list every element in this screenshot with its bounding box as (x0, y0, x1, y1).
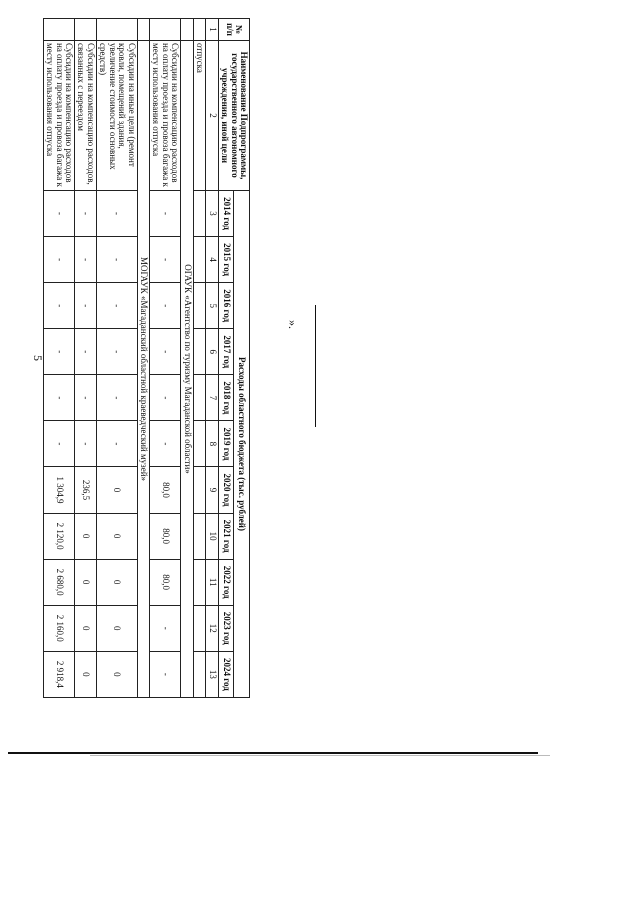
row-value: - (150, 605, 181, 651)
year-header: 2021 год (218, 513, 234, 559)
col-name-header: Наименование Подпрограммы, государственного автономного учреждения, иной цели (218, 41, 249, 191)
closing-mark: ». (286, 320, 300, 329)
year-header: 2023 год (218, 605, 234, 651)
table-row (75, 19, 97, 698)
row-value: 236,5 (75, 467, 97, 513)
row-value: - (150, 237, 181, 283)
section-row (137, 19, 149, 698)
row-value: - (43, 237, 74, 283)
row-value: 80,0 (150, 467, 181, 513)
row-value: - (75, 329, 97, 375)
row-value: 2 120,0 (43, 513, 74, 559)
table-row (193, 19, 205, 698)
row-num (193, 19, 205, 41)
budget-table (43, 18, 250, 698)
row-value: 0 (96, 513, 137, 559)
row-value: - (96, 283, 137, 329)
row-value (193, 513, 205, 559)
table-row (96, 19, 137, 698)
row-value: 0 (75, 559, 97, 605)
row-value: 0 (75, 605, 97, 651)
year-header: 2016 год (218, 283, 234, 329)
budget-header: Расходы областного бюджета (тыс. рублей) (234, 191, 250, 698)
row-value: 2 680,0 (43, 559, 74, 605)
signature-line (315, 305, 316, 427)
col-num-header: № п/п (218, 19, 249, 41)
row-value (193, 375, 205, 421)
year-header: 2017 год (218, 329, 234, 375)
column-number: 9 (206, 467, 218, 513)
row-value (193, 283, 205, 329)
section-num (137, 19, 149, 41)
row-value: - (75, 191, 97, 237)
row-name: Субсидии на иные цели (ремонт кровли, помещений здания, увеличение стоимости основных средств) (96, 41, 137, 191)
row-name: Субсидии на компенсацию расходов на оплату проезда и провоза багажа к месту использования отпуска (150, 41, 181, 191)
year-header: 2020 год (218, 467, 234, 513)
row-value: 80,0 (150, 513, 181, 559)
row-value: - (150, 191, 181, 237)
column-number: 13 (206, 651, 218, 697)
scan-edge-line (8, 752, 538, 754)
row-value: - (150, 375, 181, 421)
row-value: - (96, 329, 137, 375)
row-value: 0 (96, 605, 137, 651)
row-name: Субсидии на компенсацию расходов на оплату проезда и провоза багажа к месту использования отпуска (43, 41, 74, 191)
year-header: 2015 год (218, 237, 234, 283)
row-value: - (75, 375, 97, 421)
row-value: 0 (96, 467, 137, 513)
year-header: 2024 год (218, 651, 234, 697)
section-num (181, 19, 193, 41)
column-number: 12 (206, 605, 218, 651)
year-header: 2019 год (218, 421, 234, 467)
row-value: - (75, 237, 97, 283)
row-value: - (43, 329, 74, 375)
row-value (193, 467, 205, 513)
section-row (181, 19, 193, 698)
column-number: 7 (206, 375, 218, 421)
row-value: 0 (96, 651, 137, 697)
column-number: 11 (206, 559, 218, 605)
row-value: - (75, 283, 97, 329)
section-title: МОГАУК «Магаданский областной краеведческий музей» (137, 41, 149, 698)
scan-edge-line-faint (90, 755, 550, 756)
row-num (43, 19, 74, 41)
budget-table-rotated (45, 18, 250, 698)
row-value: - (96, 375, 137, 421)
column-number: 3 (206, 191, 218, 237)
row-value: 2 918,4 (43, 651, 74, 697)
page-number: 5 (31, 355, 45, 361)
row-value: - (150, 283, 181, 329)
row-value: 1 304,9 (43, 467, 74, 513)
year-header: 2018 год (218, 375, 234, 421)
table-row (150, 19, 181, 698)
table-row (43, 19, 74, 698)
year-header: 2022 год (218, 559, 234, 605)
row-value: - (43, 191, 74, 237)
row-value (193, 651, 205, 697)
row-value (193, 237, 205, 283)
row-value: 2 160,0 (43, 605, 74, 651)
row-value: - (96, 421, 137, 467)
column-numbers-row (206, 19, 218, 698)
table-body (43, 19, 206, 698)
row-value: - (75, 421, 97, 467)
column-number: 8 (206, 421, 218, 467)
row-value: - (43, 375, 74, 421)
row-value: - (96, 237, 137, 283)
row-value: 80,0 (150, 559, 181, 605)
row-value: - (150, 421, 181, 467)
row-value: - (43, 421, 74, 467)
row-value: - (150, 329, 181, 375)
row-name: Субсидии на компенсацию расходов, связанных с переездом (75, 41, 97, 191)
column-number: 2 (206, 41, 218, 191)
row-value: - (96, 191, 137, 237)
row-num (150, 19, 181, 41)
year-header: 2014 год (218, 191, 234, 237)
column-number: 4 (206, 237, 218, 283)
column-number: 5 (206, 283, 218, 329)
row-name: отпуска (193, 41, 205, 191)
row-num (96, 19, 137, 41)
section-title: ОГАУК «Агентство по туризму Магаданской области» (181, 41, 193, 698)
row-value (193, 421, 205, 467)
column-number: 6 (206, 329, 218, 375)
row-value: 0 (75, 513, 97, 559)
row-value (193, 191, 205, 237)
row-value (193, 559, 205, 605)
column-number: 1 (206, 19, 218, 41)
row-value: 0 (96, 559, 137, 605)
row-value (193, 329, 205, 375)
row-value (193, 605, 205, 651)
row-value: 0 (75, 651, 97, 697)
column-number: 10 (206, 513, 218, 559)
row-value: - (43, 283, 74, 329)
row-num (75, 19, 97, 41)
row-value: - (150, 651, 181, 697)
